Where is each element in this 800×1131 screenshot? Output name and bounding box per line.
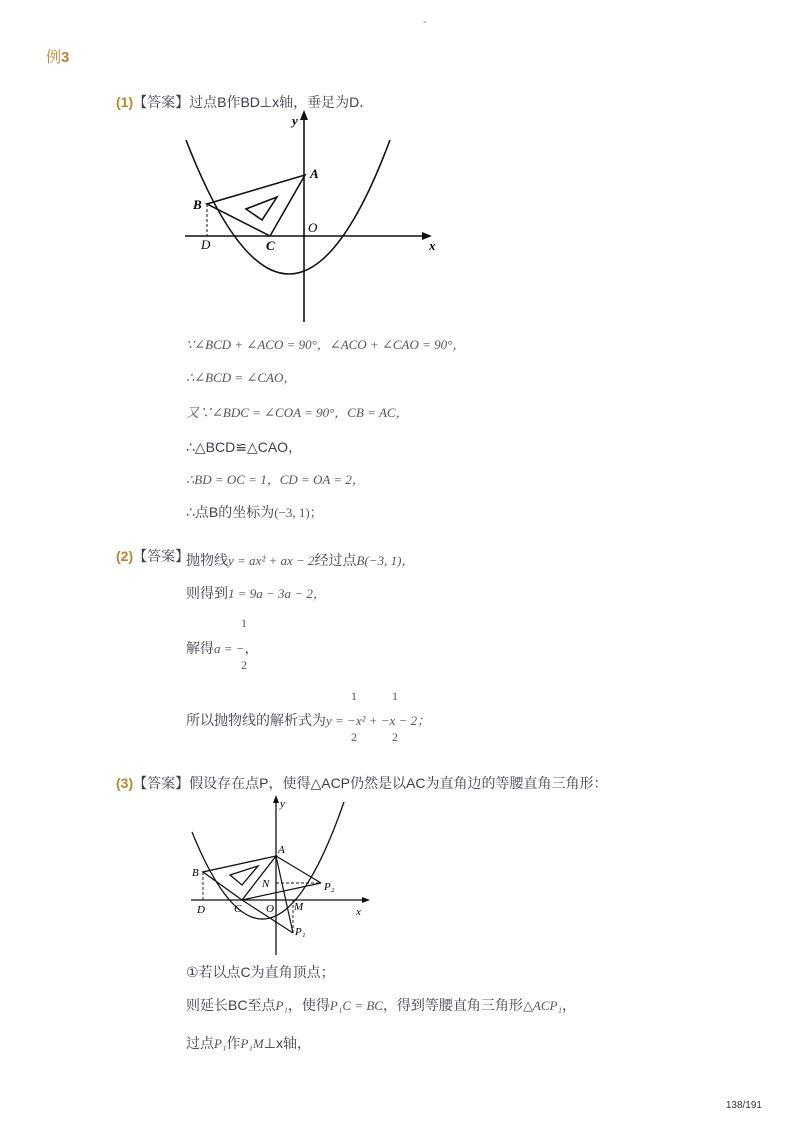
part2-line1-text1: 抛物线: [186, 552, 228, 568]
part3-answer-tag: 【答案】: [133, 775, 190, 791]
fig1-label-b: B: [193, 197, 202, 212]
part2-line4-num1: 1: [351, 689, 357, 703]
part3-line2: [186, 995, 576, 1015]
fig1-parabola: [186, 140, 390, 274]
part1-line6-text: ∴点B的坐标为: [186, 504, 275, 520]
part3-line3-math1: P₁: [214, 1036, 227, 1051]
fig1-label-d: D: [201, 237, 211, 252]
fig1-label-a: A: [310, 166, 319, 181]
example-heading: [46, 46, 69, 67]
fig2-label-p1: P₁: [295, 926, 306, 938]
part2-line4-den2: 2: [392, 730, 398, 744]
part2-line1-math1: y = ax² + ax − 2: [228, 553, 315, 568]
part3-line3: [186, 1033, 311, 1053]
part2-line1: [186, 550, 414, 570]
fig2-x-arrow: [362, 897, 370, 903]
fig2-parabola: [192, 802, 344, 919]
fig2-label-p2: P₂: [324, 881, 335, 893]
part2-line4-den1: 2: [351, 730, 357, 744]
part2-line3-end: ，: [244, 640, 259, 656]
part3-line2-text1: 则延长BC至点: [186, 997, 276, 1013]
part3-case1: ①若以点C为直角顶点；: [186, 964, 335, 980]
fig1-label-o: O: [308, 220, 318, 235]
part2-line2-math: 1 = 9a − 3a − 2，: [228, 586, 326, 601]
part1-line4: ∴△BCD≌△CAO，: [186, 439, 303, 455]
fig1-label-c: C: [266, 238, 275, 253]
fig1-label-x: x: [429, 238, 436, 253]
part3-intro: 假设存在点P，使得△ACP仍然是以AC为直角边的等腰直角三角形：: [189, 775, 608, 791]
fig2-label-c: C: [234, 903, 242, 915]
part1-line3-math: 又∵∠BDC = ∠COA = 90°，CB = AC，: [186, 405, 409, 420]
part1-line1: ∵∠BCD + ∠ACO = 90°，∠ACO + ∠CAO = 90°，: [186, 337, 466, 352]
part3-line2-math3: △ACP₁: [522, 998, 563, 1013]
part2-line4-num2: 1: [392, 689, 398, 703]
part2-line2-text: 则得到: [186, 585, 228, 601]
fig2-ap1: [276, 856, 293, 933]
fig2-label-y: y: [280, 798, 285, 810]
fig2-label-a: A: [278, 844, 285, 856]
part2-line3-text: 解得: [186, 640, 214, 656]
part2-line4: [186, 710, 430, 730]
part1-line2: ∴∠BCD = ∠CAO，: [186, 370, 297, 385]
part2-line4-a: y = −: [326, 713, 356, 728]
part1-line5: ∴BD = OC = 1，CD = OA = 2，: [186, 472, 365, 487]
example-number: 3: [61, 49, 70, 66]
part3-line3-text1: 过点: [186, 1035, 214, 1051]
fig2-label-b: B: [192, 867, 199, 879]
part3-line2-math2: P₁C = BC: [329, 998, 383, 1013]
part2-line3-denominator: 2: [241, 658, 247, 672]
fig2-label-d: D: [197, 904, 205, 916]
part2-line1-text2: 经过点: [314, 552, 357, 568]
fig1-label-y: y: [292, 113, 298, 128]
part3-line2-text3: ，得到等腰直角三角形: [382, 997, 523, 1013]
fig2-inner-triangle: [230, 866, 258, 885]
part1-intro: 过点B作BD⊥x轴，垂足为D．: [189, 94, 374, 110]
fig1-y-arrow: [300, 110, 308, 120]
part3-line3-math2: P₁M: [240, 1036, 264, 1051]
part3-line3-text3: ⊥x轴，: [263, 1035, 311, 1051]
part2-line3: [186, 638, 259, 658]
part2-line3-numerator: 1: [241, 616, 247, 630]
part2-line3-math: a = −: [214, 641, 245, 656]
part1-answer-tag: 【答案】: [133, 94, 190, 110]
page-number: 138/191: [725, 1100, 762, 1111]
fig2-label-n: N: [262, 878, 270, 890]
figure-2: [186, 790, 376, 958]
part2-line2: [186, 583, 326, 603]
fig1-inner-triangle: [246, 197, 277, 220]
part1-number: (1): [116, 94, 134, 110]
part3-number: (3): [116, 775, 134, 791]
part2-line4-c: x − 2；: [389, 713, 431, 728]
part2-answer-tag: 【答案】: [133, 548, 190, 564]
part2-line4-b: x² + −: [355, 713, 390, 728]
part1-line6-math: (−3, 1)；: [274, 505, 323, 520]
part3-line2-end: ，: [562, 997, 577, 1013]
fig2-y-arrow: [273, 795, 279, 803]
fig2-label-m: M: [294, 901, 304, 913]
part2-number: (2): [116, 548, 134, 564]
fig2-label-o: O: [266, 903, 274, 915]
figure-1: [180, 108, 450, 330]
header-mark: -: [423, 16, 427, 28]
part2-heading: [116, 546, 189, 566]
part1-line6: [186, 502, 323, 522]
part3-line2-math1: P₁: [275, 998, 288, 1013]
fig2-label-x: x: [356, 906, 361, 918]
part3-line3-text2: 作: [226, 1035, 241, 1051]
fig2-ap2: [276, 856, 321, 883]
part2-line4-text: 所以抛物线的解析式为: [186, 712, 326, 728]
part1-line3: [186, 402, 409, 421]
part3-line2-text2: ，使得: [287, 997, 330, 1013]
example-prefix: 例: [46, 49, 62, 66]
part2-line1-math2: B(−3, 1)，: [356, 553, 415, 568]
